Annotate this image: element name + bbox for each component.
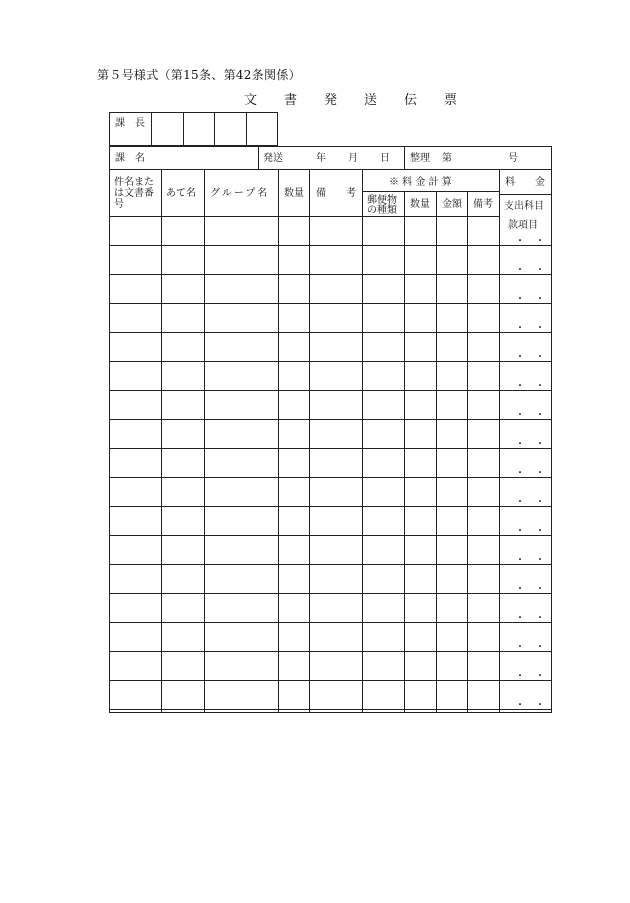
table-row-divider bbox=[109, 390, 552, 391]
fee-item-dots: ・ ・ bbox=[515, 381, 545, 392]
table-row-divider bbox=[109, 593, 552, 594]
table-row-divider bbox=[109, 303, 552, 304]
col-fee-qty: 数量 bbox=[410, 199, 430, 210]
fee-item-dots: ・ ・ bbox=[515, 439, 545, 450]
table-row-divider bbox=[109, 680, 552, 681]
col-mail-type-1: 郵便物 bbox=[367, 195, 397, 206]
arrangement-label: 整理 bbox=[410, 153, 430, 164]
year-label: 年 bbox=[316, 153, 326, 164]
table-row-divider bbox=[109, 448, 552, 449]
table-row-divider bbox=[109, 622, 552, 623]
col-expense-item: 支出科目 bbox=[504, 201, 544, 212]
table-row-divider bbox=[109, 477, 552, 478]
col-subject-1: 件名また bbox=[114, 177, 154, 188]
table-row-divider bbox=[109, 332, 552, 333]
fee-item-dots: ・ ・ bbox=[515, 555, 545, 566]
form-title: 文書発送伝票 bbox=[244, 93, 485, 108]
fee-item-dots: ・ ・ bbox=[515, 526, 545, 537]
col-remarks: 備 考 bbox=[316, 188, 356, 199]
table-row-divider bbox=[109, 361, 552, 362]
table-row-divider bbox=[109, 564, 552, 565]
fee-item-dots: ・ ・ bbox=[515, 642, 545, 653]
fee-item-dots: ・ ・ bbox=[515, 497, 545, 508]
col-fee: 料 金 bbox=[505, 177, 545, 188]
table-row-divider bbox=[109, 506, 552, 507]
fee-item-dots: ・ ・ bbox=[515, 265, 545, 276]
fee-item-dots: ・ ・ bbox=[515, 323, 545, 334]
fee-item-dots: ・ ・ bbox=[515, 410, 545, 421]
table-row-divider bbox=[109, 535, 552, 536]
fee-item-dots: ・ ・ bbox=[515, 671, 545, 682]
fee-item-dots: ・ ・ bbox=[515, 294, 545, 305]
fee-item-dots: ・ ・ bbox=[515, 236, 545, 247]
col-addressee: あて名 bbox=[166, 188, 196, 199]
col-fee-calc: ※ 料 金 計 算 bbox=[389, 177, 452, 188]
col-group: グループ名 bbox=[210, 188, 270, 199]
first-row-item-label: 款項目 bbox=[508, 220, 538, 231]
col-quantity: 数量 bbox=[284, 188, 304, 199]
table-row-divider bbox=[109, 709, 552, 710]
section-label: 課 名 bbox=[115, 153, 145, 164]
main-table bbox=[109, 146, 552, 713]
table-row-divider bbox=[109, 651, 552, 652]
fee-item-dots: ・ ・ bbox=[515, 584, 545, 595]
approval-label: 課 長 bbox=[115, 118, 145, 129]
day-label: 日 bbox=[380, 153, 390, 164]
sent-label: 発送 bbox=[263, 153, 283, 164]
month-label: 月 bbox=[348, 153, 358, 164]
gou-label: 号 bbox=[508, 153, 518, 164]
fee-item-dots: ・ ・ bbox=[515, 352, 545, 363]
table-row-divider bbox=[109, 419, 552, 420]
form-number: 第５号様式（第15条、第42条関係） bbox=[97, 68, 301, 82]
col-subject-2: は文書番 bbox=[114, 188, 154, 199]
fee-item-dots: ・ ・ bbox=[515, 700, 545, 711]
fee-item-dots: ・ ・ bbox=[515, 468, 545, 479]
col-fee-remarks: 備考 bbox=[473, 199, 493, 210]
table-row-divider bbox=[109, 245, 552, 246]
dai-label: 第 bbox=[442, 153, 452, 164]
col-amount: 金額 bbox=[442, 199, 462, 210]
col-subject-3: 号 bbox=[114, 199, 124, 210]
col-mail-type-2: の種類 bbox=[367, 205, 397, 216]
fee-item-dots: ・ ・ bbox=[515, 613, 545, 624]
table-row-divider bbox=[109, 274, 552, 275]
